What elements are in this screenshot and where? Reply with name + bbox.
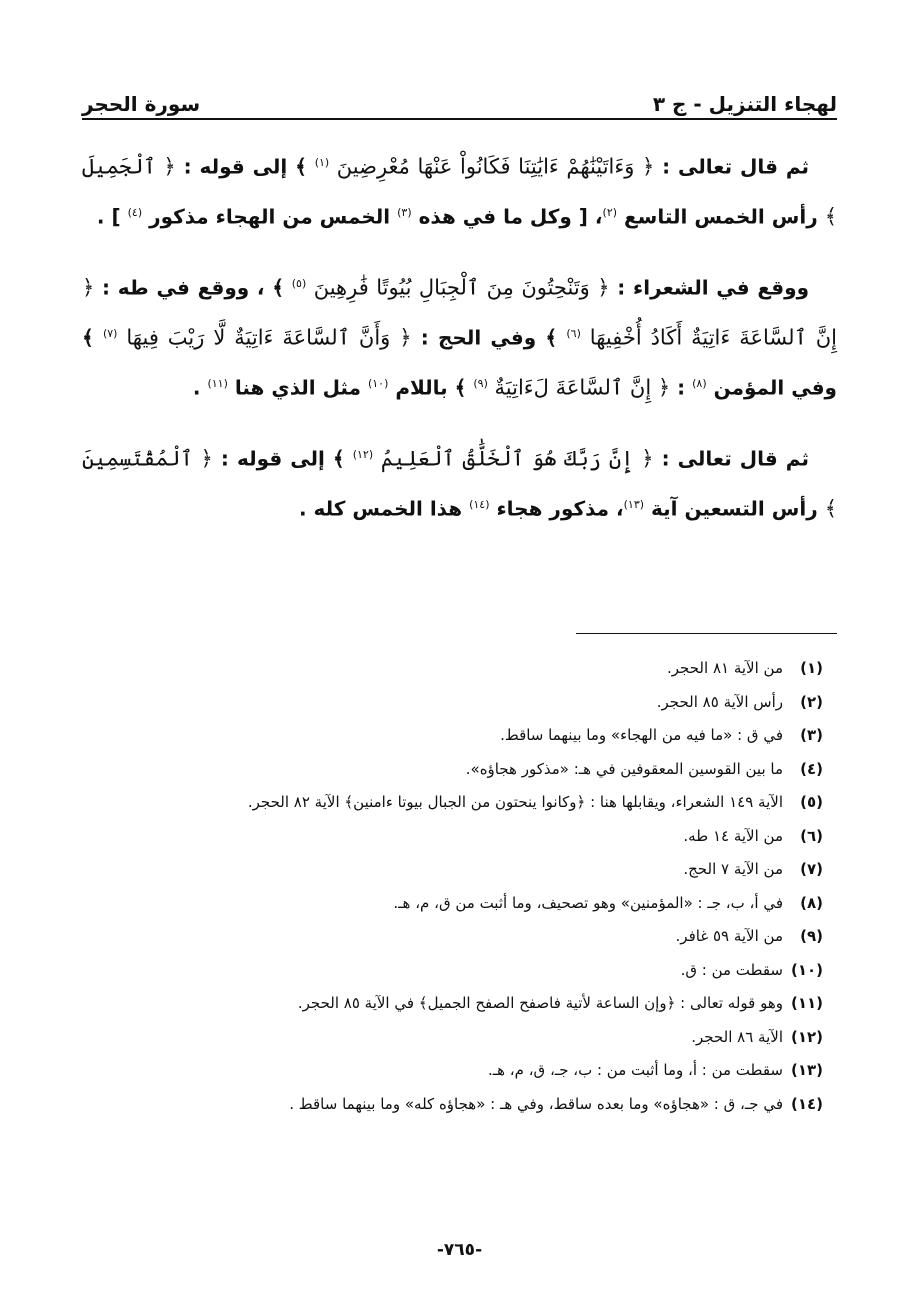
footnote-ref: (٦) [566, 326, 581, 340]
paragraph-1 [82, 140, 837, 239]
footnote-ref: (١٢) [352, 448, 374, 462]
footnote-number: (٨) [800, 893, 823, 912]
footnote-number: (١٠) [790, 960, 823, 979]
footnote-item [82, 954, 823, 988]
footnote-ref: (٧) [102, 326, 118, 340]
footnote-item [82, 719, 823, 753]
footnote-number: (١٢) [790, 1027, 823, 1046]
running-header [82, 72, 837, 116]
footnote-divider [576, 633, 837, 634]
footnote-item [82, 786, 823, 820]
footnote-text: من الآية ٥٩ غافر. [675, 927, 783, 945]
footnote-ref: (٣) [397, 205, 412, 219]
footnote-item [82, 987, 823, 1021]
quran-quote: ﴿ وَأَنَّ ٱلسَّاعَةَ ءَاتِيَةٌ لَّا رَيْبَ فِيهَا [117, 325, 412, 350]
header-divider [82, 118, 837, 120]
paragraph-3 [82, 432, 837, 531]
footnote-text: في ق : «ما فيه من الهجاء» وما بينهما ساقط. [500, 726, 783, 744]
quran-quote: ﴿ وَءَاتَيْنَٰهُمْ ءَايَٰتِنَا فَكَانُواْ عَنْهَا مُعْرِضِينَ [329, 154, 655, 179]
text-run: ﴾ إلى قوله : [212, 446, 353, 471]
footnote-text: الآية ٨٦ الحجر. [691, 1027, 783, 1046]
footnote-number: (٦) [800, 826, 823, 845]
text-run: . [192, 375, 208, 400]
quran-quote: ﴿ ٱلْمُقْتَسِمِينَ ﴾ [82, 446, 837, 521]
footnote-number: (١٤) [790, 1094, 823, 1113]
footnote-item [82, 1088, 823, 1122]
text-run: ﴾ وفي الحج : [411, 325, 567, 350]
footnote-number: (٧) [800, 860, 823, 878]
footnote-item [82, 887, 823, 921]
text-run: ووقع في الشعراء : [609, 275, 810, 300]
footnote-number: (١) [800, 659, 823, 677]
footnote-item [82, 686, 823, 720]
text-run: الخمس من الهجاء مذكور [142, 204, 398, 229]
book-title: لهجاء التنزيل - ج ٣ [652, 92, 837, 116]
footnote-number: (١١) [790, 994, 823, 1012]
footnote-ref: (١١) [207, 376, 228, 390]
footnote-text: وهو قوله تعالى : ﴿وإن الساعة لأتية فاصفح الصفح الجميل﴾ في الآية ٨٥ الحجر. [297, 994, 783, 1012]
footnote-ref: (١٣) [623, 497, 645, 511]
footnote-item [82, 1021, 823, 1055]
quran-quote: ﴿ إِنَّ ٱلسَّاعَةَ لَءَاتِيَةٌ [487, 375, 671, 400]
paragraph-2 [82, 261, 837, 410]
footnote-item [82, 652, 823, 686]
footnote-text: سقطت من : أ، وما أثبت من : ب، جـ، ق، م، هـ. [487, 1061, 783, 1079]
footnote-text: من الآية ٧ الحج. [683, 860, 783, 878]
footnote-item [82, 753, 823, 787]
text-run: ثم قال تعالى : [653, 446, 809, 471]
footnote-ref: (٤) [127, 205, 143, 219]
footnote-text: من الآية ١٤ طه. [683, 826, 783, 845]
text-run: هذا الخمس كله . [298, 496, 470, 521]
footnote-ref: (٢) [602, 205, 618, 219]
surah-title: سورة الحجر [82, 92, 201, 116]
text-run: رأس الخمس التاسع [617, 204, 825, 229]
footnote-ref: (١٤) [469, 497, 490, 511]
text-run: مثل الذي هنا [227, 375, 368, 400]
footnote-ref: (٩) [473, 376, 488, 390]
footnote-item [82, 820, 823, 854]
footnote-ref: (١٠) [367, 376, 389, 390]
footnote-number: (٤) [800, 759, 823, 778]
text-run: ، [ وكل ما في هذه [411, 204, 603, 229]
quran-quote: ﴿ وَتَنْحِتُونَ مِنَ ٱلْجِبَالِ بُيُوتًا فَٰرِهِينَ [306, 275, 610, 300]
main-text [82, 140, 837, 554]
footnote-number: (٩) [800, 927, 823, 945]
footnote-text: رأس الآية ٨٥ الحجر. [656, 692, 783, 711]
text-run: ﴾ باللام [388, 375, 474, 400]
text-run: ثم قال تعالى : [654, 154, 810, 179]
quran-quote: ﴿ ٱلْجَمِيلَ ﴾ [82, 154, 837, 229]
page-number: -٧٦٥- [436, 1240, 483, 1260]
footnote-item [82, 1054, 823, 1088]
text-run: : [670, 375, 693, 400]
footnote-text: الآية ١٤٩ الشعراء، ويقابلها هنا : ﴿وكانوا ينحتون من الجبال بيوتا ءامنين﴾ الآية ٨٢ الحجر. [247, 793, 783, 811]
footnote-ref: (١) [314, 156, 330, 169]
footnote-text: سقطت من : ق. [680, 960, 783, 979]
footnotes-list [82, 652, 823, 1121]
footnote-ref: (٥) [291, 277, 307, 291]
text-run: رأس التسعين آية [644, 496, 825, 521]
footnote-number: (٢) [800, 692, 823, 711]
quran-quote: ﴿ إِنَّ رَبَّكَ هُوَ ٱلْخَلَّٰقُ ٱلْعَلِيمُ [373, 446, 654, 471]
footnote-item [82, 920, 823, 954]
text-run: ﴾ إلى قوله : [175, 154, 315, 179]
footnote-text: في أ، ب، جـ : «المؤمنين» وهو تصحيف، وما أثبت من ق، م، هـ. [393, 893, 783, 912]
footnote-text: في جـ، ق : «هجاؤه» وما بعده ساقط، وفي هـ : «هجاؤه كله» وما بينهما ساقط . [289, 1094, 783, 1113]
footnote-ref: (٨) [692, 376, 707, 390]
footnote-item [82, 853, 823, 887]
footnote-number: (١٣) [790, 1061, 823, 1079]
text-run: ﴾ ، ووقع في طه : [94, 275, 292, 300]
text-run: ﴾ وفي المؤمن [82, 325, 837, 400]
footnote-number: (٥) [800, 793, 823, 811]
text-run: ] . [96, 204, 128, 229]
footnote-number: (٣) [800, 726, 823, 744]
footnote-text: ما بين القوسين المعقوفين في هـ: «مذكور هجاؤه». [465, 759, 783, 778]
text-run: ، مذكور هجاء [489, 496, 624, 521]
footnote-text: من الآية ٨١ الحجر. [667, 659, 783, 677]
quran-quote: ﴿ إِنَّ ٱلسَّاعَةَ ءَاتِيَةٌ أَكَادُ أُخْفِيهَا [82, 275, 838, 350]
